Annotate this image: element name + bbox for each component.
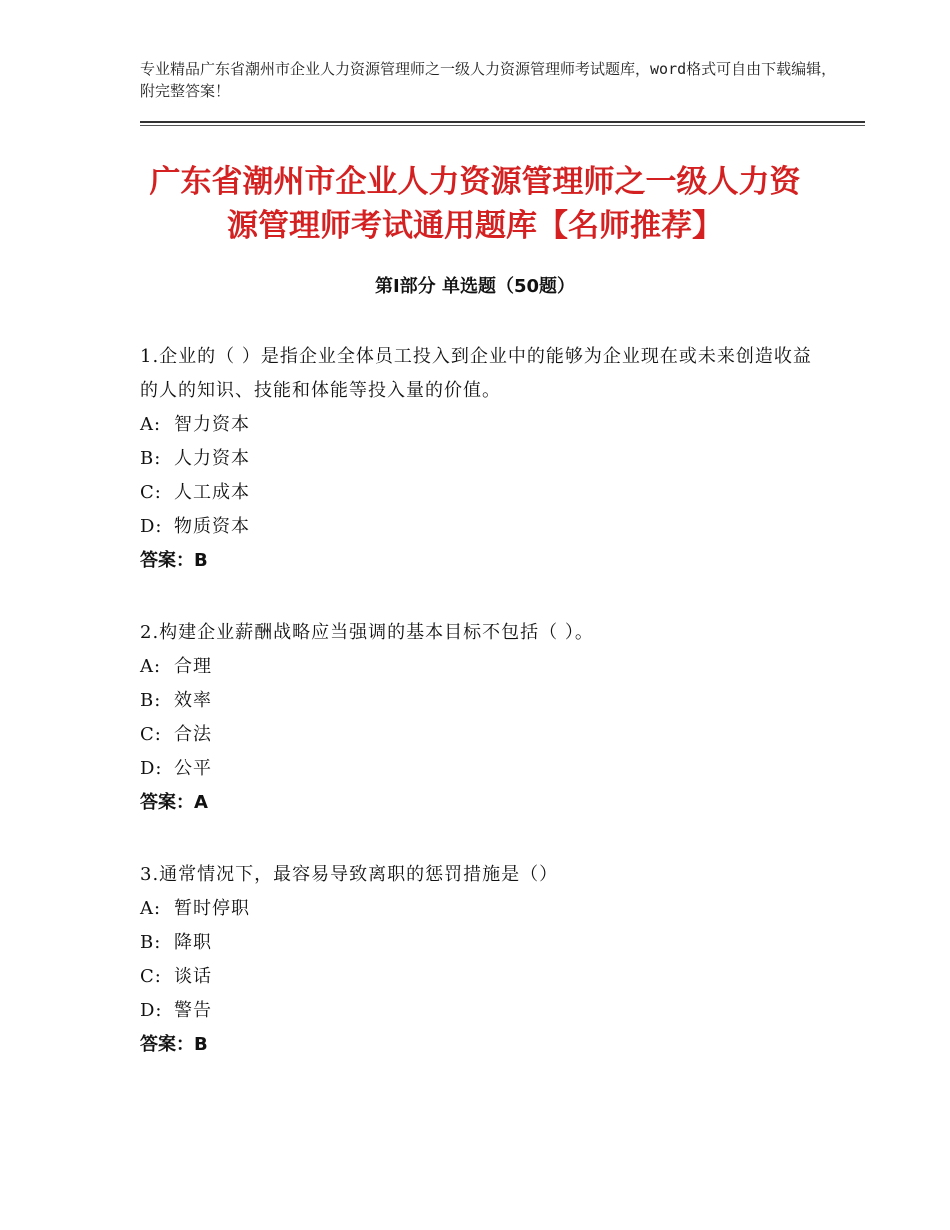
answer: 答案：B (140, 550, 208, 571)
option-key: D: (140, 758, 163, 779)
question-stem: 3.通常情况下，最容易导致离职的惩罚措施是（） (140, 864, 559, 885)
option-a (140, 650, 820, 684)
option-text: 物质资本 (174, 516, 250, 537)
header-note: 专业精品广东省潮州市企业人力资源管理师之一级人力资源管理师考试题库，word格式可自由下载编辑，附完整答案！ (140, 60, 837, 100)
option-text: 警告 (174, 1000, 212, 1021)
question-2 (140, 616, 820, 820)
option-b (140, 442, 820, 476)
option-key: C: (140, 482, 162, 503)
option-c (140, 718, 820, 752)
option-text: 合法 (174, 724, 212, 745)
option-d (140, 510, 820, 544)
option-key: A: (140, 898, 162, 919)
option-key: A: (140, 656, 162, 677)
option-key: C: (140, 966, 162, 987)
header-divider-thick (140, 121, 865, 123)
option-b (140, 684, 820, 718)
option-text: 合理 (174, 656, 212, 677)
answer: 答案：A (140, 792, 208, 813)
option-key: B: (140, 932, 162, 953)
option-text: 智力资本 (174, 414, 250, 435)
option-b (140, 926, 820, 960)
option-text: 降职 (174, 932, 212, 953)
question-stem: 2.构建企业薪酬战略应当强调的基本目标不包括（ ）。 (140, 622, 594, 643)
answer: 答案：B (140, 1034, 208, 1055)
section-title: 第Ⅰ部分 单选题（50题） (374, 276, 575, 297)
option-a (140, 408, 820, 442)
question-stem: 1.企业的（ ）是指企业全体员工投入到企业中的能够为企业现在或未来创造收益的人的知识、技能和体能等投入量的价值。 (140, 346, 812, 401)
option-text: 人力资本 (174, 448, 250, 469)
option-key: B: (140, 448, 162, 469)
question-1 (140, 340, 820, 578)
option-c (140, 960, 820, 994)
option-text: 公平 (174, 758, 212, 779)
header-divider-thin (140, 125, 865, 126)
option-key: D: (140, 1000, 163, 1021)
document-title: 广东省潮州市企业人力资源管理师之一级人力资源管理师考试通用题库【名师推荐】 (149, 164, 801, 244)
option-text: 谈话 (174, 966, 212, 987)
option-c (140, 476, 820, 510)
option-text: 人工成本 (174, 482, 250, 503)
option-d (140, 994, 820, 1028)
option-key: C: (140, 724, 162, 745)
option-text: 效率 (174, 690, 212, 711)
question-list (140, 340, 820, 1100)
option-key: D: (140, 516, 163, 537)
option-key: B: (140, 690, 162, 711)
option-a (140, 892, 820, 926)
option-key: A: (140, 414, 162, 435)
option-text: 暂时停职 (174, 898, 250, 919)
option-d (140, 752, 820, 786)
question-3 (140, 858, 820, 1062)
